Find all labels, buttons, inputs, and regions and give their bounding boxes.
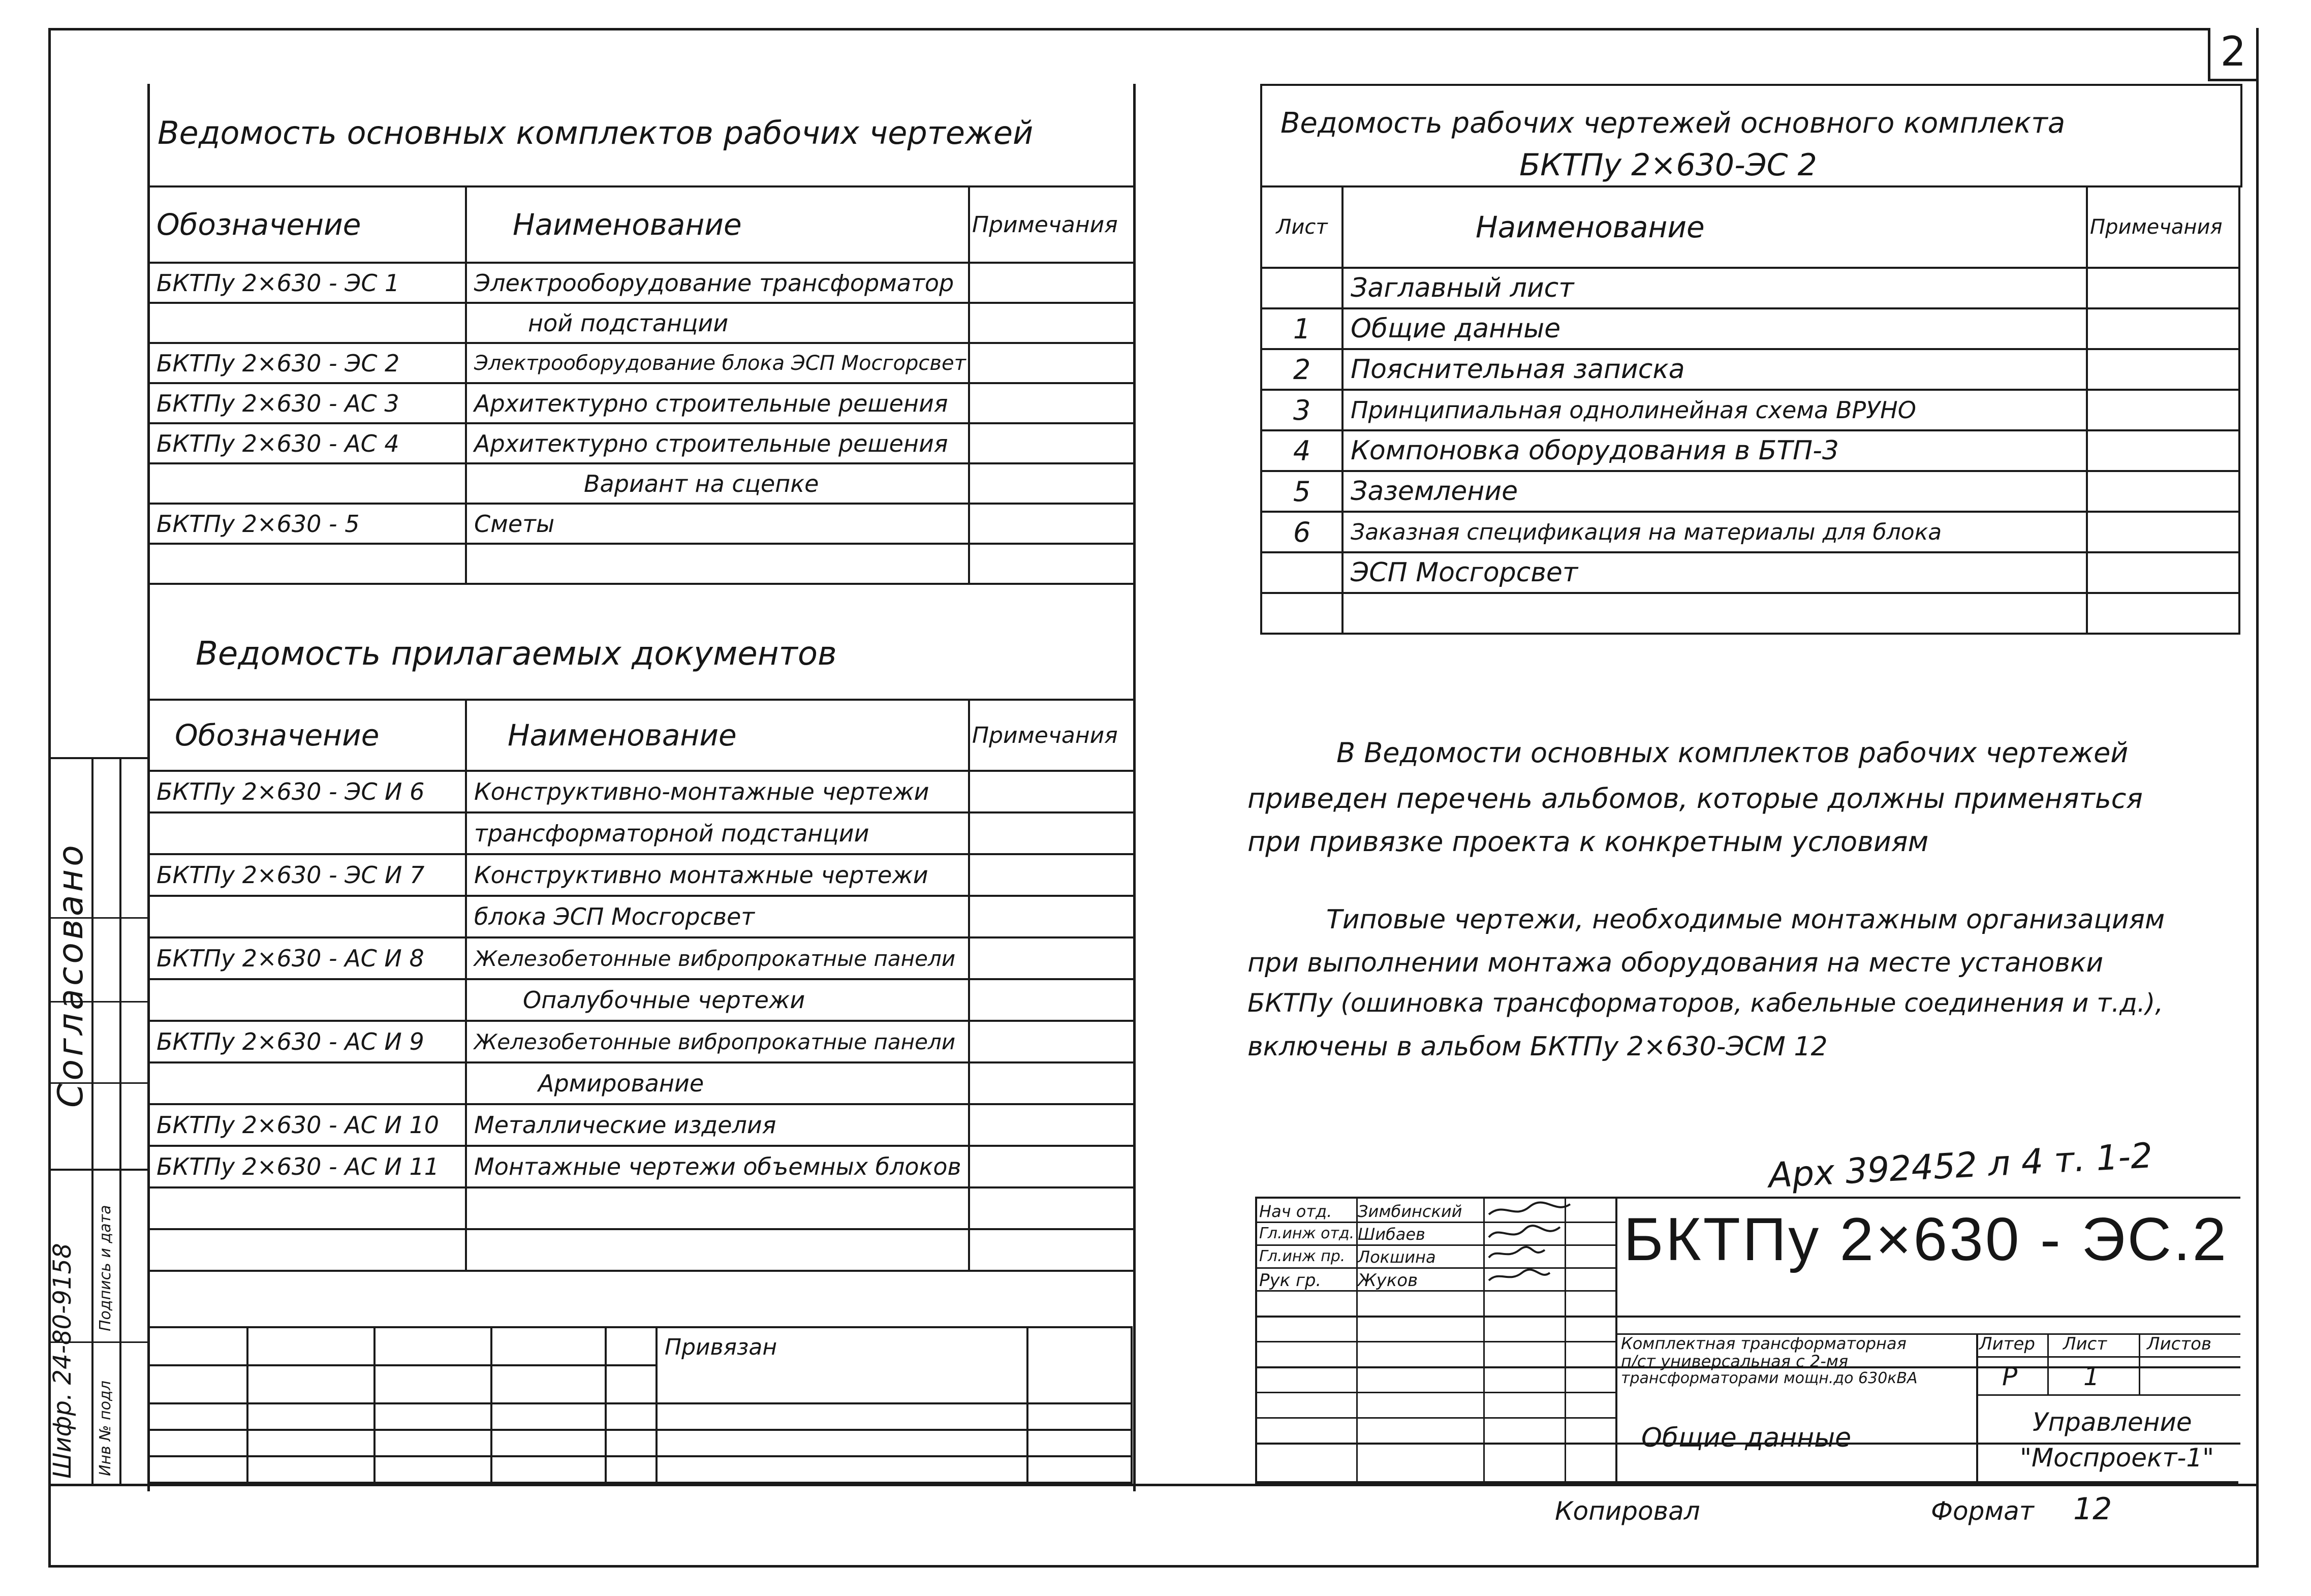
stage-header: Литер [1979, 1334, 2035, 1354]
person-role: Гл.инж отд. [1259, 1225, 1355, 1242]
sheet-number: 4 [1261, 430, 1342, 471]
sheet-number: 5 [1261, 471, 1342, 512]
sheet-value: 1 [2083, 1362, 2100, 1391]
sheet-number: 3 [1261, 390, 1342, 430]
org-line1: Управление [2033, 1407, 2192, 1437]
table-row-name: Конструктивно монтажные чертежи [466, 854, 969, 896]
drawing-code: БКТПу 2×630 - ЭС.2 [1623, 1205, 2229, 1273]
description-line3: трансформаторами мощн.до 630кВА [1621, 1369, 1918, 1387]
note2-line2: при выполнении монтажа оборудования на месте установки [1247, 948, 2104, 978]
sheets-header: Листов [2147, 1334, 2212, 1354]
format-label: Формат [1931, 1496, 2034, 1526]
table-row-designation: БКТПу 2×630 - ЭС 1 [148, 263, 466, 303]
archive-reference: Арх 392452 л 4 т. 1-2 [1767, 1136, 2154, 1196]
sheets-title-line2: БКТПу 2×630-ЭС 2 [1519, 147, 1817, 183]
table-row-name: Конструктивно-монтажные чертежи [466, 771, 969, 812]
stage-value: Р [2002, 1362, 2018, 1391]
table-row-name: Монтажные чертежи объемных блоков [466, 1146, 969, 1187]
table-row-designation: БКТПу 2×630 - ЭС И 7 [148, 854, 466, 896]
table-row-designation [148, 463, 466, 504]
note2-line4: включены в альбом БКТПу 2×630-ЭСМ 12 [1247, 1031, 1828, 1062]
col-name-header: Наименование [466, 186, 969, 263]
person-role: Нач отд. [1259, 1202, 1332, 1221]
table-row-name: трансформаторной подстанции [466, 812, 969, 854]
person-role: Рук гр. [1259, 1270, 1322, 1291]
col-note-header: Примечания [969, 186, 1134, 263]
sheet-number: 2 [1261, 349, 1342, 390]
table-row-name: ной подстанции [466, 303, 969, 343]
sheet-name: Заглавный лист [1342, 268, 2087, 308]
copied-by-label: Копировал [1555, 1496, 1700, 1526]
sheets-title-line1: Ведомость рабочих чертежей основного комплекта [1281, 107, 2066, 140]
table-row-designation: БКТПу 2×630 - АС 3 [148, 383, 466, 423]
main-sets-title: Ведомость основных комплектов рабочих чертежей [158, 114, 1034, 151]
table-row-designation: БКТПу 2×630 - АС И 9 [148, 1021, 466, 1062]
sheet-name: Заказная спецификация на материалы для блока [1342, 512, 2087, 552]
description-line2: п/ст универсальная с 2-мя [1621, 1352, 1849, 1371]
person-name: Шибаев [1358, 1225, 1425, 1244]
table-row-name: Опалубочные чертежи [466, 979, 969, 1021]
table-row-designation: БКТПу 2×630 - ЭС И 6 [148, 771, 466, 812]
table-row-name: Электрооборудование трансформатор [466, 263, 969, 303]
col-sheet-header: Лист [1261, 186, 1342, 268]
sheet-name: ЭСП Мосгорсвет [1342, 552, 2087, 593]
page-number: 2 [2220, 28, 2246, 75]
table-row-designation [148, 303, 466, 343]
table-row-name: Сметы [466, 504, 969, 544]
table-row-designation: БКТПу 2×630 - АС И 10 [148, 1104, 466, 1146]
col-designation-header: Обозначение [148, 186, 466, 263]
sheet-name: Заземление [1342, 471, 2087, 512]
table-row-designation: БКТПу 2×630 - АС И 8 [148, 937, 466, 979]
attached-docs-table [147, 699, 1135, 1272]
title-block-bottom-line [1255, 1481, 2238, 1484]
table-row-designation: БКТПу 2×630 - АС 4 [148, 423, 466, 463]
person-name: Локшина [1358, 1247, 1436, 1267]
table-row-designation [148, 812, 466, 854]
table-row-designation [148, 979, 466, 1021]
table-row-designation [148, 896, 466, 937]
table-row-designation: БКТПу 2×630 - 5 [148, 504, 466, 544]
sheet-name: Общие данные [1342, 308, 2087, 349]
bound-label: Привязан [657, 1327, 1027, 1403]
sheet-name: Принципиальная однолинейная схема ВРУНО [1342, 390, 2087, 430]
description-line1: Комплектная трансформаторная [1621, 1334, 1907, 1353]
org-line2: "Моспроект-1" [2020, 1443, 2214, 1473]
col-designation-header: Обозначение [148, 700, 466, 771]
sheet-name: Пояснительная записка [1342, 349, 2087, 390]
col-note-header: Примечания [969, 700, 1134, 771]
table-row-designation: БКТПу 2×630 - ЭС 2 [148, 343, 466, 383]
attached-docs-title: Ведомость прилагаемых документов [196, 635, 837, 673]
sheets-block [1260, 84, 2242, 187]
note2-line3: БКТПу (ошиновка трансформаторов, кабельные соединения и т.д.), [1247, 988, 2164, 1018]
table-row-name: блока ЭСП Мосгорсвет [466, 896, 969, 937]
table-row-name: Электрооборудование блока ЭСП Мосгорсвет [466, 343, 969, 383]
note1-line2: приведен перечень альбомов, которые должны применяться [1247, 783, 2143, 815]
sheet-number: 6 [1261, 512, 1342, 552]
sheet-number [1261, 552, 1342, 593]
main-sets-table [147, 185, 1135, 585]
col-name-header: Наименование [466, 700, 969, 771]
table-row-name: Металлические изделия [466, 1104, 969, 1146]
signature-date-label: Подпись и дата [97, 1205, 114, 1331]
sheet-header: Лист [2063, 1334, 2107, 1354]
binding-stamp [147, 1326, 1133, 1484]
sheet-name: Компоновка оборудования в БТП-3 [1342, 430, 2087, 471]
table-row-designation: БКТПу 2×630 - АС И 11 [148, 1146, 466, 1187]
table-row-name: Железобетонные вибропрокатные панели [466, 937, 969, 979]
sheet-number [1261, 268, 1342, 308]
table-row-name: Армирование [466, 1062, 969, 1104]
sheet-number: 1 [1261, 308, 1342, 349]
signature-scribbles [1484, 1199, 1575, 1291]
sheets-table [1260, 185, 2240, 635]
format-value: 12 [2073, 1491, 2112, 1527]
sheet-title: Общие данные [1641, 1423, 1852, 1453]
col-name-header: Наименование [1342, 186, 2087, 268]
inv-no-label: Инв № подл [97, 1381, 114, 1476]
table-row-name: Железобетонные вибропрокатные панели [466, 1021, 969, 1062]
table-row-name [466, 544, 969, 584]
cipher-label: Шифр. 24-80-9158 [48, 1243, 77, 1479]
person-name: Зимбинский [1358, 1202, 1462, 1221]
note2-line1: Типовые чертежи, необходимые монтажным организациям [1326, 904, 2165, 935]
table-row-name: Вариант на сцепке [466, 463, 969, 504]
note1-line1: В Ведомости основных комплектов рабочих чертежей [1336, 737, 2129, 769]
table-row-designation [148, 544, 466, 584]
table-row-designation [148, 1062, 466, 1104]
note1-line3: при привязке проекта к конкретным условиям [1247, 826, 1929, 858]
person-role: Гл.инж пр. [1259, 1247, 1346, 1265]
agreed-label: Согласовано [51, 842, 91, 1108]
table-row-name: Архитектурно строительные решения [466, 423, 969, 463]
person-name: Жуков [1358, 1270, 1418, 1291]
col-note-header: Примечания [2087, 186, 2239, 268]
table-row-name: Архитектурно строительные решения [466, 383, 969, 423]
